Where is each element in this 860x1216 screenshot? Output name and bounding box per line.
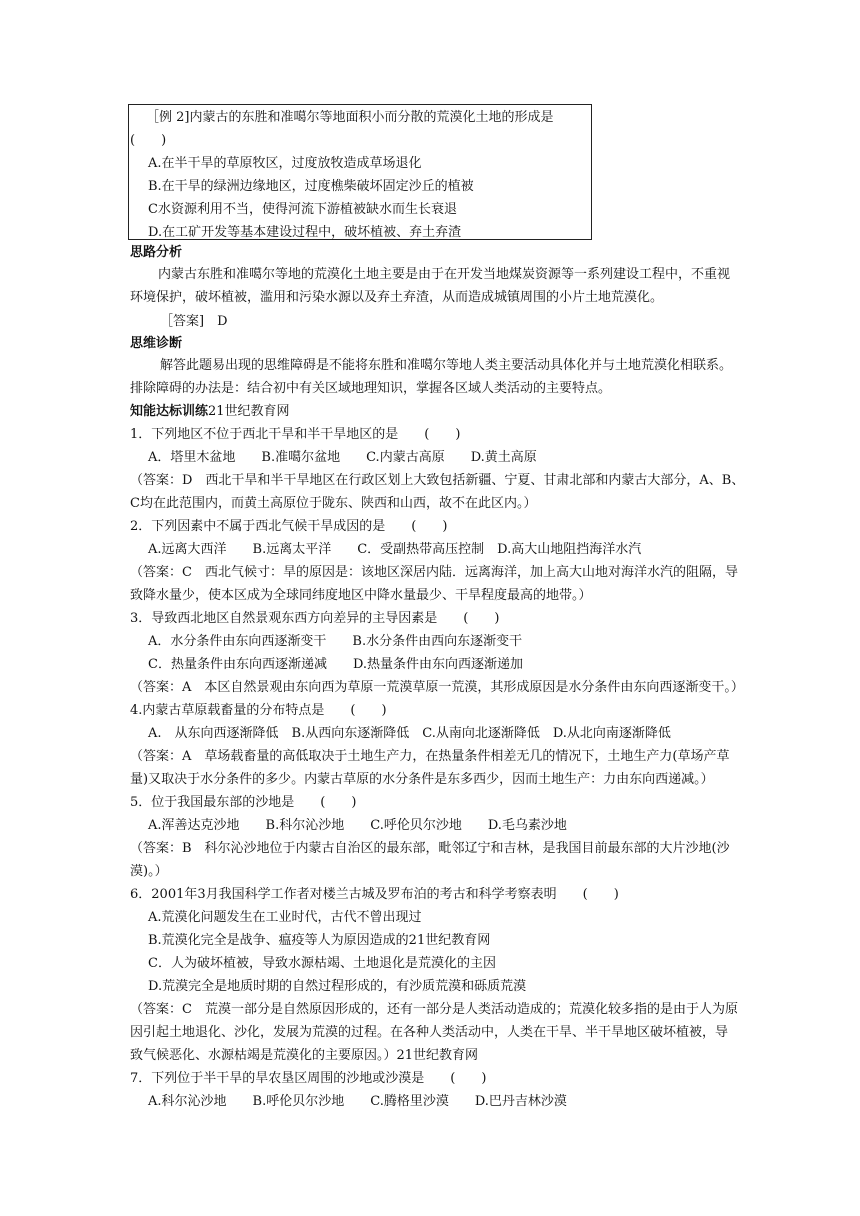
training-heading-suffix: 21世纪教育网 — [208, 404, 290, 419]
question-answer: （答案：A 草场载畜量的高低取决于土地生产力，在热量条件相差无几的情况下，土地生产力(草场产草 — [130, 749, 730, 764]
question-answer: 致气候恶化、水源枯竭是荒漠化的主要原因。）21世纪教育网 — [130, 1048, 479, 1063]
question-option: C．热量条件由东向西逐渐递减 D.热量条件由东向西逐渐递加 — [148, 657, 524, 672]
example-option: B.在干旱的绿洲边缘地区，过度樵柴破坏固定沙丘的植被 — [148, 179, 474, 194]
example-option: C水资源利用不当，使得河流下游植被缺水而生长衰退 — [148, 202, 457, 217]
question-option: A．水分条件由东向西逐渐变干 B.水分条件由西向东逐渐变干 — [148, 634, 523, 649]
example-option: A.在半干旱的草原牧区，过度放牧造成草场退化 — [148, 156, 422, 171]
question-option: A.远离大西洋 B.远离太平洋 C．受副热带高压控制 D.高大山地阻挡海洋水汽 — [148, 542, 642, 557]
question-option: D.荒漠完全是地质时期的自然过程形成的，有沙质荒漠和砾质荒漠 — [148, 979, 527, 994]
question-option: A.荒漠化问题发生在工业时代，古代不曾出现过 — [148, 910, 422, 925]
question-answer: 漠)。） — [130, 864, 168, 879]
example-option: D.在工矿开发等基本建设过程中，破坏植被、弃土弃渣 — [148, 225, 462, 240]
question-stem: 6．2001年3月我国科学工作者对楼兰古城及罗布泊的考古和科学考察表明 ( ) — [130, 887, 619, 902]
question-answer: （答案：C 西北气候寸：旱的原因是：该地区深居内陆．远离海洋，加上高大山地对海洋水汽的阻隔，导 — [130, 565, 738, 580]
question-option: B.荒漠化完全是战争、瘟疫等人为原因造成的21世纪教育网 — [148, 933, 491, 948]
example-question: ［例 2]内蒙古的东胜和准噶尔等地面积小而分散的荒漠化土地的形成是 — [146, 110, 554, 125]
question-stem: 5．位于我国最东部的沙地是 ( ) — [130, 795, 357, 810]
question-answer: 因引起土地退化、沙化，发展为荒漠的过程。在各种人类活动中，人类在干旱、半干旱地区破坏植被，导 — [130, 1025, 729, 1040]
question-answer: （答案：A 本区自然景观由东向西为草原一荒漠草原一荒漠，其形成原因是水分条件由东向西逐渐变干。） — [130, 680, 744, 695]
question-stem: 1．下列地区不位于西北干旱和半干旱地区的是 ( ) — [130, 427, 461, 442]
analysis-line: 内蒙古东胜和准噶尔等地的荒漠化土地主要是由于在开发当地煤炭资源等一系列建设工程中，不重视 — [158, 267, 731, 282]
diagnosis-heading: 思维诊断 — [130, 336, 183, 351]
training-heading-line — [130, 403, 290, 421]
question-stem: 4.内蒙古草原载畜量的分布特点是 ( ) — [130, 703, 387, 718]
question-option: A.浑善达克沙地 B.科尔沁沙地 C.呼伦贝尔沙地 D.毛乌素沙地 — [148, 818, 567, 833]
question-answer: 致降水量少，使本区成为全球同纬度地区中降水量最少、干旱程度最高的地带。） — [130, 588, 592, 603]
question-answer: （答案：C 荒漠一部分是自然原因形成的，还有一部分是人类活动造成的；荒漠化较多指的是由于人为原 — [130, 1002, 738, 1017]
question-stem: 7．下列位于半干旱的旱农垦区周围的沙地或沙漠是 ( ) — [130, 1071, 487, 1086]
question-answer: 量)又取决于水分条件的多少。内蒙古草原的水分条件是东多西少，因而土地生产：力由东向西递减。） — [130, 772, 714, 787]
analysis-answer: ［答案] D — [160, 314, 228, 329]
question-option: C．人为破坏植被，导致水源枯竭、土地退化是荒漠化的主因 — [148, 956, 496, 971]
question-option: A．塔里木盆地 B.准噶尔盆地 C.内蒙古高原 D.黄土高原 — [148, 450, 537, 465]
analysis-heading: 思路分析 — [130, 245, 183, 260]
question-option: A. 从东向西逐渐降低 B.从西向东逐渐降低 C.从南向北逐渐降低 D.从北向南逐渐降低 — [148, 726, 671, 741]
question-stem: 2．下列因素中不属于西北气候干旱成因的是 ( ) — [130, 519, 448, 534]
question-stem: 3．导致西北地区自然景观东西方向差异的主导因素是 ( ) — [130, 611, 500, 626]
diagnosis-line: 解答此题易出现的思维障碍是不能将东胜和准噶尔等地人类主要活动具体化并与土地荒漠化相联系。 — [160, 358, 733, 373]
question-answer: （答案：B 科尔沁沙地位于内蒙古自治区的最东部，毗邻辽宁和吉林，是我国目前最东部的大片沙地(沙 — [130, 841, 730, 856]
question-option: A.科尔沁沙地 B.呼伦贝尔沙地 C.腾格里沙漠 D.巴丹吉林沙漠 — [148, 1094, 567, 1109]
diagnosis-line: 排除障碍的办法是：结合初中有关区域地理知识，掌握各区域人类活动的主要特点。 — [130, 381, 612, 396]
question-answer: （答案：D 西北干旱和半干旱地区在行政区划上大致包括新疆、宁夏、甘肃北部和内蒙古大部分，A、B、 — [130, 473, 745, 488]
analysis-line: 环境保护，破坏植被，滥用和污染水源以及弃土弃渣，从而造成城镇周围的小片土地荒漠化。 — [130, 290, 664, 305]
training-heading: 知能达标训练 — [130, 404, 209, 419]
question-answer: C均在此范围内，而黄土高原位于陇东、陕西和山西，故不在此区内。） — [130, 496, 537, 511]
example-paren: ( ) — [130, 133, 167, 148]
